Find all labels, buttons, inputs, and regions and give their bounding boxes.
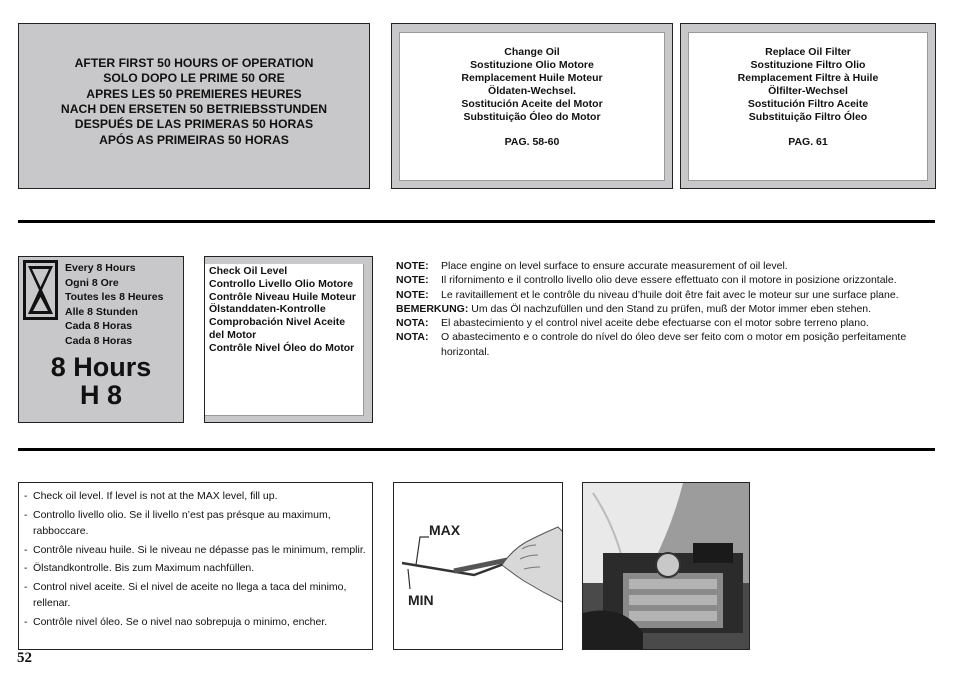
interval-box: [18, 256, 184, 423]
warning-text: AFTER FIRST 50 HOURS OF OPERATION SOLO DOPO LE PRIME 50 ORE APRES LES 50 PREMIERES HEURES NACH DEN ERSETEN 50 BETRIEBSSTUNDEN DESPUÉS DE LAS PRIMERAS 50 HORAS APÓS AS PRIMEIRAS 50 HORAS: [60, 55, 328, 147]
operation-box: Check Oil Level Controllo Livello Olio Motore Contrôle Niveau Huile Moteur Ölstanddaten-Kontrolle Comprobación Nivel Aceite del Motor Contrôle Nivel Óleo do Motor: [204, 256, 373, 423]
note-item: NOTE: Le ravitaillement et le contrôle du niveau d’huile doit être fait avec le moteur sur une surface plane.: [396, 288, 899, 301]
hourglass-icon: [23, 260, 58, 320]
warning-box: [18, 23, 370, 189]
list-item: - Contrôle nivel óleo. Se o nivel nao sobrepuja o minimo, encher.: [24, 615, 328, 628]
list-item: - Check oil level. If level is not at the MAX level, fill up.: [24, 490, 278, 502]
min-label: MIN: [408, 592, 434, 608]
oil-filter-reference: Replace Oil Filter Sostituzione Filtro Olio Remplacement Filtre à Huile Ölfilter-Wechsel Sostitución Filtro Aceite Substituição Filtro Óleo PAG. 61: [680, 23, 936, 189]
note-item: NOTA: O abastecimento e o controle do nível do óleo deve ser feito com o motor em posição perfeitamente horizontal.: [396, 331, 907, 358]
page-number: 52: [17, 650, 32, 666]
list-item: - Controllo livello olio. Se il livello n’est pas présque au maximum, rabboccare.: [24, 508, 331, 537]
list-item: - Control nivel aceite. Si el nivel de aceite no llega a taca del minimo, rellenar.: [24, 580, 347, 609]
note-item: NOTA: El abastecimiento y el control nivel aceite debe efectuarse con el motor sobre terreno plano.: [396, 317, 869, 330]
max-label: MAX: [429, 522, 461, 538]
section-divider: [18, 220, 935, 223]
note-item: NOTE: Il rifornimento e il controllo livello olio deve essere effettuato con il motore in posizione orizzontale.: [396, 274, 897, 287]
interval-title: 8 Hours H 8: [50, 352, 152, 410]
note-item: NOTE: Place engine on level surface to ensure accurate measurement of oil level.: [396, 260, 788, 272]
interval-list: Every 8 Hours Ogni 8 Ore Toutes les 8 Heures Alle 8 Stunden Cada 8 Horas Cada 8 Horas: [65, 262, 164, 347]
engine-oil-photo: [582, 482, 750, 650]
page-reference: PAG. 58-60: [504, 136, 560, 148]
section-divider: [18, 448, 935, 451]
dipstick-illustration: [393, 482, 563, 650]
notes: [396, 259, 916, 359]
instructions-box: [18, 482, 373, 650]
list-item: - Contrôle niveau huile. Si le niveau ne dépasse pas le minimum, remplir.: [24, 543, 366, 556]
note-item: BEMERKUNG: Um das Öl nachzufüllen und den Stand zu prüfen, muß der Motor immer eben stehen.: [396, 302, 872, 315]
oil-change-reference: Change Oil Sostituzione Olio Motore Remplacement Huile Moteur Öldaten-Wechsel. Sostitución Aceite del Motor Substituição Óleo do Motor PAG. 58-60: [391, 23, 673, 189]
list-item: - Ölstandkontrolle. Bis zum Maximum nachfüllen.: [24, 562, 255, 574]
page-reference: PAG. 61: [788, 136, 828, 148]
